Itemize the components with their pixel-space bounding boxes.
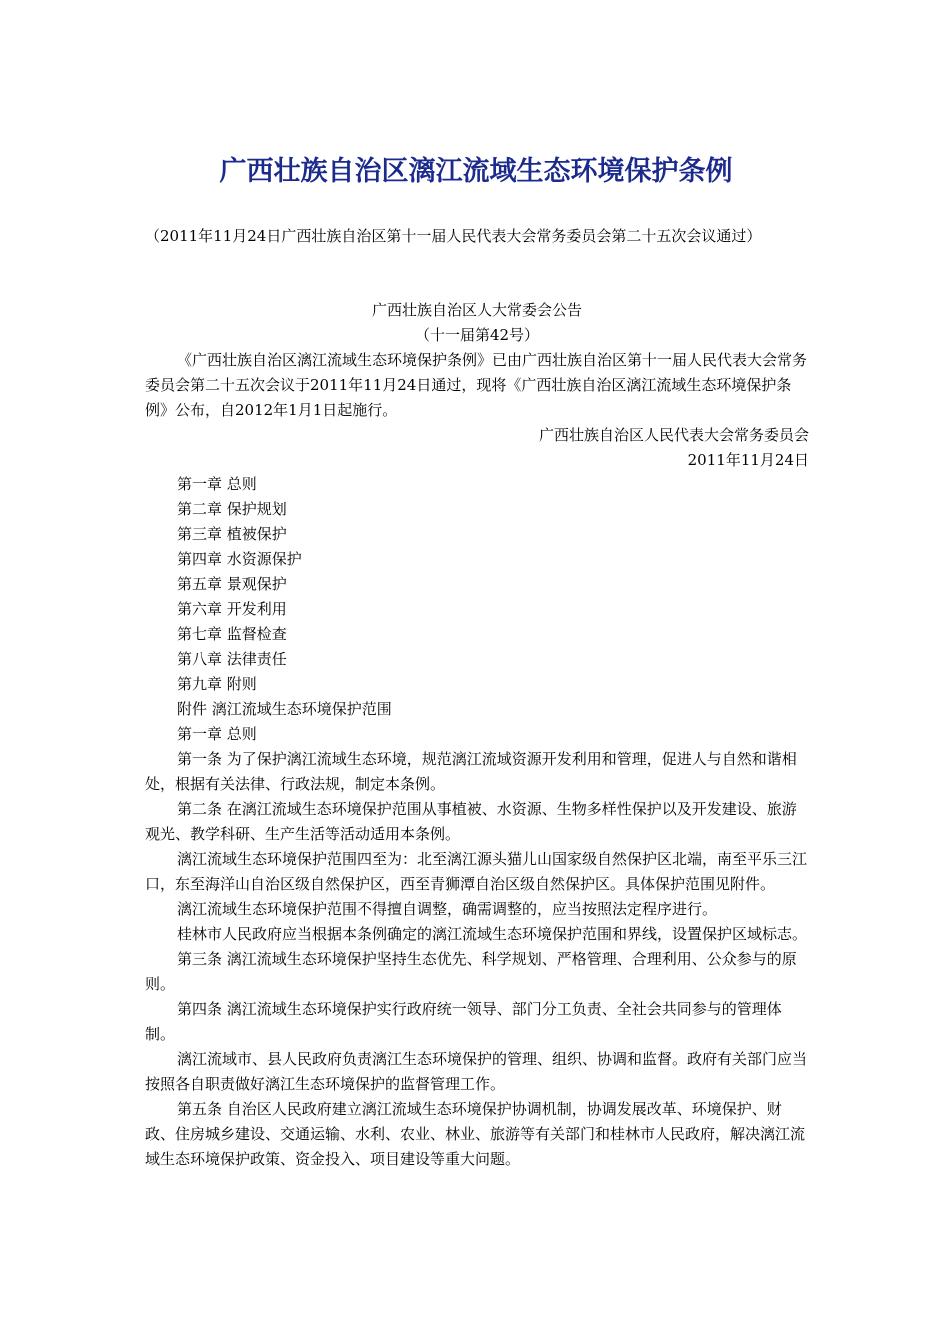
article-paragraph: 第五条 自治区人民政府建立漓江流域生态环境保护协调机制，协调发展改革、环境保护、财政、住房城乡建设、交通运输、水利、农业、林业、旅游等有关部门和桂林市人民政府，解决漓江流域生态环境保护政策、资金投入、项目建设等重大问题。 [145, 1100, 806, 1168]
article-paragraph: 漓江流域生态环境保护范围四至为：北至漓江源头猫儿山国家级自然保护区北端，南至平乐三江口，东至海洋山自治区级自然保护区，西至青狮潭自治区级自然保护区。具体保护范围见附件。 [145, 850, 808, 893]
toc-item: 第五章 景观保护 [177, 575, 287, 593]
toc-item: 第四章 水资源保护 [177, 550, 302, 568]
announcement-body: 《广西壮族自治区漓江流域生态环境保护条例》已由广西壮族自治区第十一届人民代表大会常务委员会第二十五次会议于2011年11月24日通过，现将《广西壮族自治区漓江流域生态环境保护条例》公布，自2012年1月1日起施行。 [145, 351, 808, 419]
article-paragraph: 漓江流域市、县人民政府负责漓江生态环境保护的管理、组织、协调和监督。政府有关部门应当按照各自职责做好漓江生态环境保护的监督管理工作。 [145, 1050, 808, 1093]
document-title: 广西壮族自治区漓江流域生态环境保护条例 [219, 156, 733, 187]
announcement-block [145, 298, 809, 473]
toc-item: 附件 漓江流域生态环境保护范围 [177, 700, 392, 718]
toc-item: 第八章 法律责任 [177, 650, 287, 668]
toc-item: 第六章 开发利用 [177, 600, 287, 618]
announcement-heading: 广西壮族自治区人大常委会公告 [371, 301, 582, 319]
toc-item: 第三章 植被保护 [177, 525, 287, 543]
article-paragraph: 第四条 漓江流域生态环境保护实行政府统一领导、部门分工负责、全社会共同参与的管理体制。 [145, 1000, 782, 1043]
article-paragraph: 第三条 漓江流域生态环境保护坚持生态优先、科学规划、严格管理、合理利用、公众参与的原则。 [145, 950, 797, 993]
article-paragraph: 漓江流域生态环境保护范围不得擅自调整，确需调整的，应当按照法定程序进行。 [177, 900, 718, 918]
document-body [145, 472, 809, 1172]
toc-item: 第一章 总则 [177, 475, 257, 493]
article-paragraph: 第二条 在漓江流域生态环境保护范围从事植被、水资源、生物多样性保护以及开发建设、旅游观光、教学科研、生产生活等活动适用本条例。 [145, 800, 797, 843]
toc-item: 第七章 监督检查 [177, 625, 287, 643]
document-intro: （2011年11月24日广西壮族自治区第十一届人民代表大会常务委员会第二十五次会议通过） [145, 227, 762, 245]
article-paragraph: 桂林市人民政府应当根据本条例确定的漓江流域生态环境保护范围和界线，设置保护区域标志。 [177, 925, 808, 943]
chapter-heading: 第一章 总则 [177, 725, 257, 743]
article-paragraph: 第一条 为了保护漓江流域生态环境，规范漓江流域资源开发利用和管理，促进人与自然和谐相处，根据有关法律、行政法规，制定本条例。 [145, 750, 797, 793]
toc-item: 第九章 附则 [177, 675, 257, 693]
toc-item: 第二章 保护规划 [177, 500, 287, 518]
announcement-date: 2011年11月24日 [687, 451, 809, 469]
announcement-number: （十一届第42号） [414, 326, 540, 344]
announcement-issuer: 广西壮族自治区人民代表大会常务委员会 [538, 426, 809, 444]
